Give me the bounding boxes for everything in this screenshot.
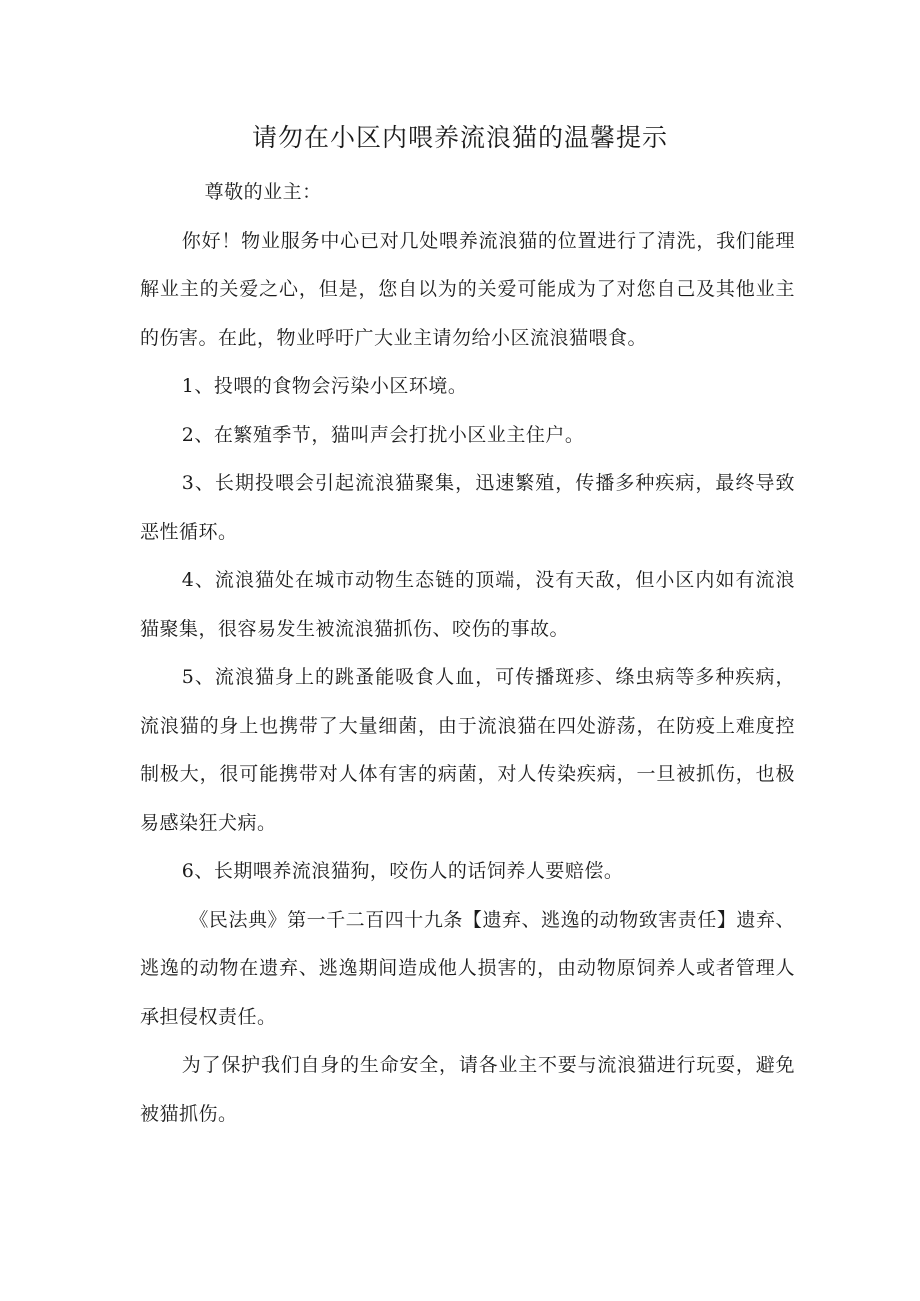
document-body: [140, 168, 795, 1138]
document-title: 请勿在小区内喂养流浪猫的温馨提示: [251, 123, 668, 152]
law-citation: 《民法典》第一千二百四十九条【遗弃、逃逸的动物致害责任】遗弃、逃逸的动物在遗弃、逃逸期间造成他人损害的，由动物原饲养人或者管理人承担侵权责任。: [140, 908, 795, 1028]
point-5: 5、流浪猫身上的跳蚤能吸食人血，可传播斑疹、绦虫病等多种疾病，流浪猫的身上也携带了大量细菌，由于流浪猫在四处游荡，在防疫上难度控制极大，很可能携带对人体有害的病菌，对人传染疾病，一旦被抓伤，也极易感染狂犬病。: [140, 666, 795, 834]
point-3: 3、长期投喂会引起流浪猫聚集，迅速繁殖，传播多种疾病，最终导致恶性循环。: [140, 472, 795, 543]
point-4: 4、流浪猫处在城市动物生态链的顶端，没有天敌，但小区内如有流浪猫聚集，很容易发生被流浪猫抓伤、咬伤的事故。: [140, 569, 795, 640]
point-2: 2、在繁殖季节，猫叫声会打扰小区业主住户。: [181, 423, 585, 446]
closing-paragraph: 为了保护我们自身的生命安全，请各业主不要与流浪猫进行玩耍，避免被猫抓伤。: [140, 1054, 795, 1125]
salutation: 尊敬的业主：: [204, 181, 322, 203]
point-6: 6、长期喂养流浪猫狗，咬伤人的话饲养人要赔偿。: [181, 860, 624, 882]
point-1: 1、投喂的食物会污染小区环境。: [181, 375, 468, 397]
intro-paragraph: 你好！物业服务中心已对几处喂养流浪猫的位置进行了清洗，我们能理解业主的关爱之心，但是，您自以为的关爱可能成为了对您自己及其他业主的伤害。在此，物业呼吁广大业主请勿给小区流浪猫喂食。: [140, 229, 795, 349]
